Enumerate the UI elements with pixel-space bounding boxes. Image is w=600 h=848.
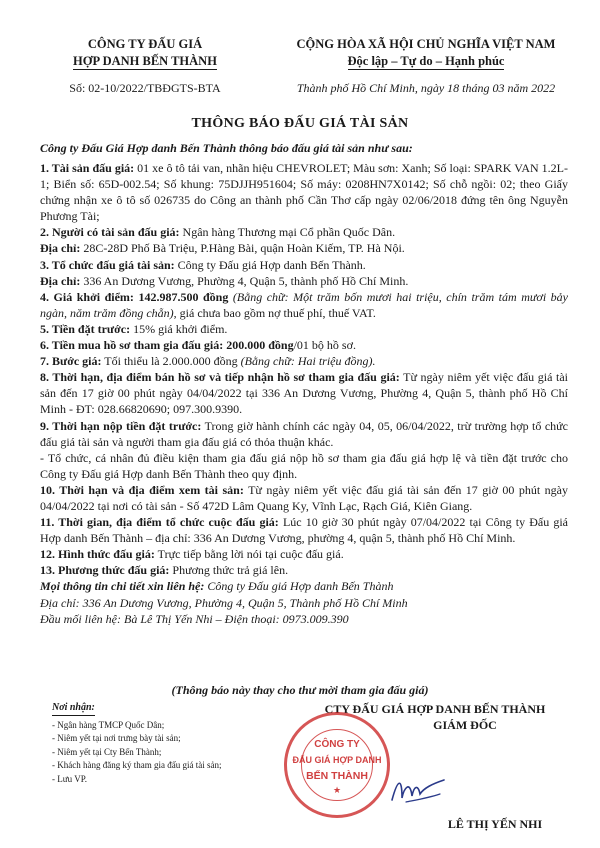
item-2-text: Ngân hàng Thương mại Cổ phần Quốc Dân. xyxy=(179,225,396,240)
item-7 xyxy=(40,353,568,369)
national-motto: Độc lập – Tự do – Hạnh phúc xyxy=(347,54,505,68)
item-2-address xyxy=(40,240,568,256)
item-5-label: 5. Tiền đặt trước: xyxy=(40,321,131,336)
seal-text-line2: ĐẤU GIÁ HỢP DANH xyxy=(292,755,382,765)
item-9 xyxy=(40,418,568,450)
item-5-text: 15% giá khởi điểm. xyxy=(130,321,228,336)
item-4-label: 4. Giá khởi điểm: 142.987.500 đồng xyxy=(40,289,229,304)
item-3 xyxy=(40,257,568,273)
item-12-label: 12. Hình thức đấu giá: xyxy=(40,547,155,562)
item-3-text: Công ty Đấu giá Hợp danh Bến Thành. xyxy=(174,257,366,272)
signer-name: LÊ THỊ YẾN NHI xyxy=(447,817,543,831)
item-13-text: Phương thức trả giá lên. xyxy=(169,563,289,578)
item-9-text: Trong giờ hành chính các ngày 04, 05, 06/04/2022, trừ trường hợp tổ chức đấu giá tài sản và người tham gia đấu giá có thỏa thuận khác. xyxy=(40,418,568,449)
company-header xyxy=(40,36,250,96)
item-1-label: 1. Tài sản đấu giá: xyxy=(40,161,135,175)
item-6-label: 6. Tiền mua hồ sơ tham gia đấu giá: 200.000 đồng xyxy=(40,338,294,353)
item-3-address-label: Địa chỉ: xyxy=(40,273,81,288)
item-7-label: 7. Bước giá: xyxy=(40,354,102,369)
item-7-text: Tối thiểu là 2.000.000 đồng xyxy=(101,354,241,369)
item-4-words: (Bằng chữ: Một trăm bốn mươi hai triệu, chín trăm tám mươi bảy ngàn, năm trăm đồng chẵn) xyxy=(40,289,569,320)
contact-address: Địa chỉ: 336 An Dương Vương, Phường 4, Quận 5, Thành phố Hồ Chí Minh xyxy=(40,595,408,610)
item-12-text: Trực tiếp bằng lời nói tại cuộc đấu giá. xyxy=(154,547,344,562)
item-1 xyxy=(40,160,568,224)
place-date: Thành phố Hồ Chí Minh, ngày 18 tháng 03 năm 2022 xyxy=(296,81,556,95)
national-header xyxy=(268,36,584,96)
item-6-text: /01 bộ hồ sơ. xyxy=(293,338,356,353)
item-5 xyxy=(40,321,568,337)
document-title: THÔNG BÁO ĐẤU GIÁ TÀI SẢN xyxy=(191,116,409,131)
recipients-block xyxy=(52,701,242,786)
recipient-item: - Niêm yết tại Cty Bến Thành; xyxy=(52,746,162,757)
item-1-text: 01 xe ô tô tải van, nhãn hiệu CHEVROLET; Màu sơn: Xanh; Số loại: SPARK VAN 1.2L-1; Biển số: 65D-002.54; Số khung: 75DJJH951604; Số máy: 0208HN7X0142; Số chỗ ngồi: 02; theo Giấy chứng nhận xe ô tô số 026735 do Công an thành phố Cần Thơ cấp ngày 02/06/2018 đứng tên ông Nguyễn Phương Tài; xyxy=(40,161,568,224)
item-9-note: - Tổ chức, cá nhân đủ điều kiện tham gia đấu giá nộp hồ sơ tham gia đấu giá hợp lệ và tiền đặt trước cho Công ty Đấu giá Hợp danh Bến Thành theo quy định. xyxy=(40,450,568,481)
recipient-item: - Ngân hàng TMCP Quốc Dân; xyxy=(52,719,165,730)
national-title: CỘNG HÒA XÃ HỘI CHỦ NGHĨA VIỆT NAM xyxy=(296,37,556,51)
signer-role: GIÁM ĐỐC xyxy=(433,718,497,732)
contact-line xyxy=(40,578,568,594)
document-number: Số: 02-10/2022/TBĐGTS-BTA xyxy=(69,81,221,95)
item-6 xyxy=(40,337,568,353)
handwritten-signature-icon xyxy=(388,770,448,810)
item-11-label: 11. Thời gian, địa điểm tổ chức cuộc đấu giá: xyxy=(40,515,279,530)
contact-person: Đầu mối liên hệ: Bà Lê Thị Yến Nhi – Điện thoại: 0973.009.390 xyxy=(40,611,349,626)
contact-text: Công ty Đấu giá Hợp danh Bến Thành xyxy=(204,579,394,594)
seal-text-line3: BẾN THÀNH xyxy=(306,770,368,782)
item-13-label: 13. Phương thức đấu giá: xyxy=(40,563,170,578)
company-seal-icon xyxy=(284,712,390,818)
recipient-item: - Lưu VP. xyxy=(52,773,87,784)
item-2-address-label: Địa chỉ: xyxy=(40,241,81,256)
company-name-line2: HỢP DANH BẾN THÀNH xyxy=(73,54,217,68)
recipient-item: - Niêm yết tại nơi trưng bày tài sản; xyxy=(52,733,181,743)
item-8-label: 8. Thời hạn, địa điểm bán hồ sơ và tiếp nhận hồ sơ tham gia đấu giá: xyxy=(40,370,400,385)
recipient-item: - Khách hàng đăng ký tham gia đấu giá tài sản; xyxy=(52,760,222,770)
item-8 xyxy=(40,369,568,417)
item-3-address-text: 336 An Dương Vương, Phường 4, Quận 5, thành phố Hồ Chí Minh. xyxy=(80,273,409,288)
item-3-address xyxy=(40,273,568,289)
item-4-text: , giá chưa bao gồm nợ thuế phí, thuế VAT. xyxy=(173,305,376,320)
item-10 xyxy=(40,482,568,514)
company-name-line1: CÔNG TY ĐẤU GIÁ xyxy=(87,37,203,51)
item-3-label: 3. Tổ chức đấu giá tài sản: xyxy=(40,257,175,272)
item-4 xyxy=(40,289,568,321)
item-7-words: (Bằng chữ: Hai triệu đồng). xyxy=(240,354,376,369)
item-2-label: 2. Người có tài sản đấu giá: xyxy=(40,225,180,240)
item-2 xyxy=(40,224,568,240)
item-9-label: 9. Thời hạn nộp tiền đặt trước: xyxy=(40,418,202,433)
seal-star-icon: ★ xyxy=(333,785,342,795)
item-11 xyxy=(40,514,568,546)
item-2-address-text: 28C-28D Phố Bà Triệu, P.Hàng Bài, quận Hoàn Kiếm, TP. Hà Nội. xyxy=(80,241,405,256)
closing-note: (Thông báo này thay cho thư mời tham gia đấu giá) xyxy=(171,683,429,697)
contact-label: Mọi thông tin chi tiết xin liên hệ: xyxy=(40,579,205,594)
seal-text-line1: CÔNG TY xyxy=(314,739,360,750)
recipients-heading: Nơi nhận: xyxy=(52,702,95,716)
item-13 xyxy=(40,562,568,578)
item-8-text: Từ ngày niêm yết việc đấu giá tài sản đến 17 giờ 00 phút ngày 04/04/2022 tại 336 An Dương Vương, Phường 4, Quận 5, thành phố Hồ Chí Minh - ĐT: 028.66820690; 097.300.9390. xyxy=(40,370,568,417)
notice-body xyxy=(40,160,568,627)
intro-line: Công ty Đấu Giá Hợp danh Bến Thành thông báo đấu giá tài sản như sau: xyxy=(40,141,413,155)
signer-organization: CTY ĐẤU GIÁ HỢP DANH BẾN THÀNH xyxy=(324,702,546,716)
item-12 xyxy=(40,546,568,562)
item-10-text: Từ ngày niêm yết việc đấu giá tài sản đến 17 giờ 00 phút ngày 04/04/2022 tại nơi có tài sản - Số 472D Lâm Quang Ky, Vĩnh Lạc, Rạch Giá, Kiên Giang. xyxy=(40,482,568,513)
item-11-text: Lúc 10 giờ 30 phút ngày 07/04/2022 tại Công ty Đấu giá Hợp danh Bến Thành – địa chỉ: 336 An Dương Vương, phường 4, quận 5, thành phố Hồ Chí Minh. xyxy=(40,515,568,546)
item-10-label: 10. Thời hạn và địa điểm xem tài sản: xyxy=(40,482,244,497)
